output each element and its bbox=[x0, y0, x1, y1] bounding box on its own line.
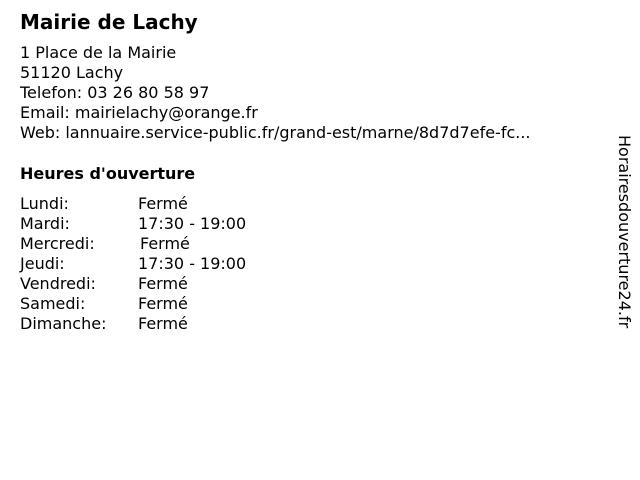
day-hours: Fermé bbox=[138, 294, 188, 313]
hours-row-vendredi bbox=[20, 274, 320, 294]
email-address: Email: mairielachy@orange.fr bbox=[20, 103, 258, 122]
day-label: Jeudi: bbox=[20, 254, 65, 273]
hours-row-lundi bbox=[20, 194, 320, 214]
day-hours: Fermé bbox=[138, 314, 188, 333]
day-hours: 17:30 - 19:00 bbox=[138, 214, 247, 233]
hours-row-jeudi bbox=[20, 254, 320, 274]
site-brand-vertical: Horairesdouverture24.fr bbox=[615, 135, 634, 329]
opening-hours-heading: Heures d'ouverture bbox=[20, 164, 196, 183]
city-postcode: 51120 Lachy bbox=[20, 63, 124, 82]
opening-hours-table bbox=[20, 194, 320, 334]
day-label: Vendredi: bbox=[20, 274, 96, 293]
day-label: Lundi: bbox=[20, 194, 69, 213]
hours-row-mardi bbox=[20, 214, 320, 234]
hours-row-dimanche bbox=[20, 314, 320, 334]
day-hours: Fermé bbox=[138, 194, 188, 213]
street-address: 1 Place de la Mairie bbox=[20, 43, 177, 62]
page-title: Mairie de Lachy bbox=[20, 10, 198, 34]
day-label: Samedi: bbox=[20, 294, 86, 313]
hours-row-mercredi bbox=[20, 234, 320, 254]
address-block bbox=[20, 43, 531, 143]
website-url: Web: lannuaire.service-public.fr/grand-est/marne/8d7d7efe-fc... bbox=[20, 123, 531, 142]
day-label: Mardi: bbox=[20, 214, 70, 233]
day-hours: Fermé bbox=[138, 274, 188, 293]
phone-number: Telefon: 03 26 80 58 97 bbox=[20, 83, 210, 102]
day-hours: Fermé bbox=[140, 234, 190, 253]
day-label: Mercredi: bbox=[20, 234, 95, 253]
day-hours: 17:30 - 19:00 bbox=[138, 254, 247, 273]
hours-row-samedi bbox=[20, 294, 320, 314]
day-label: Dimanche: bbox=[20, 314, 107, 333]
